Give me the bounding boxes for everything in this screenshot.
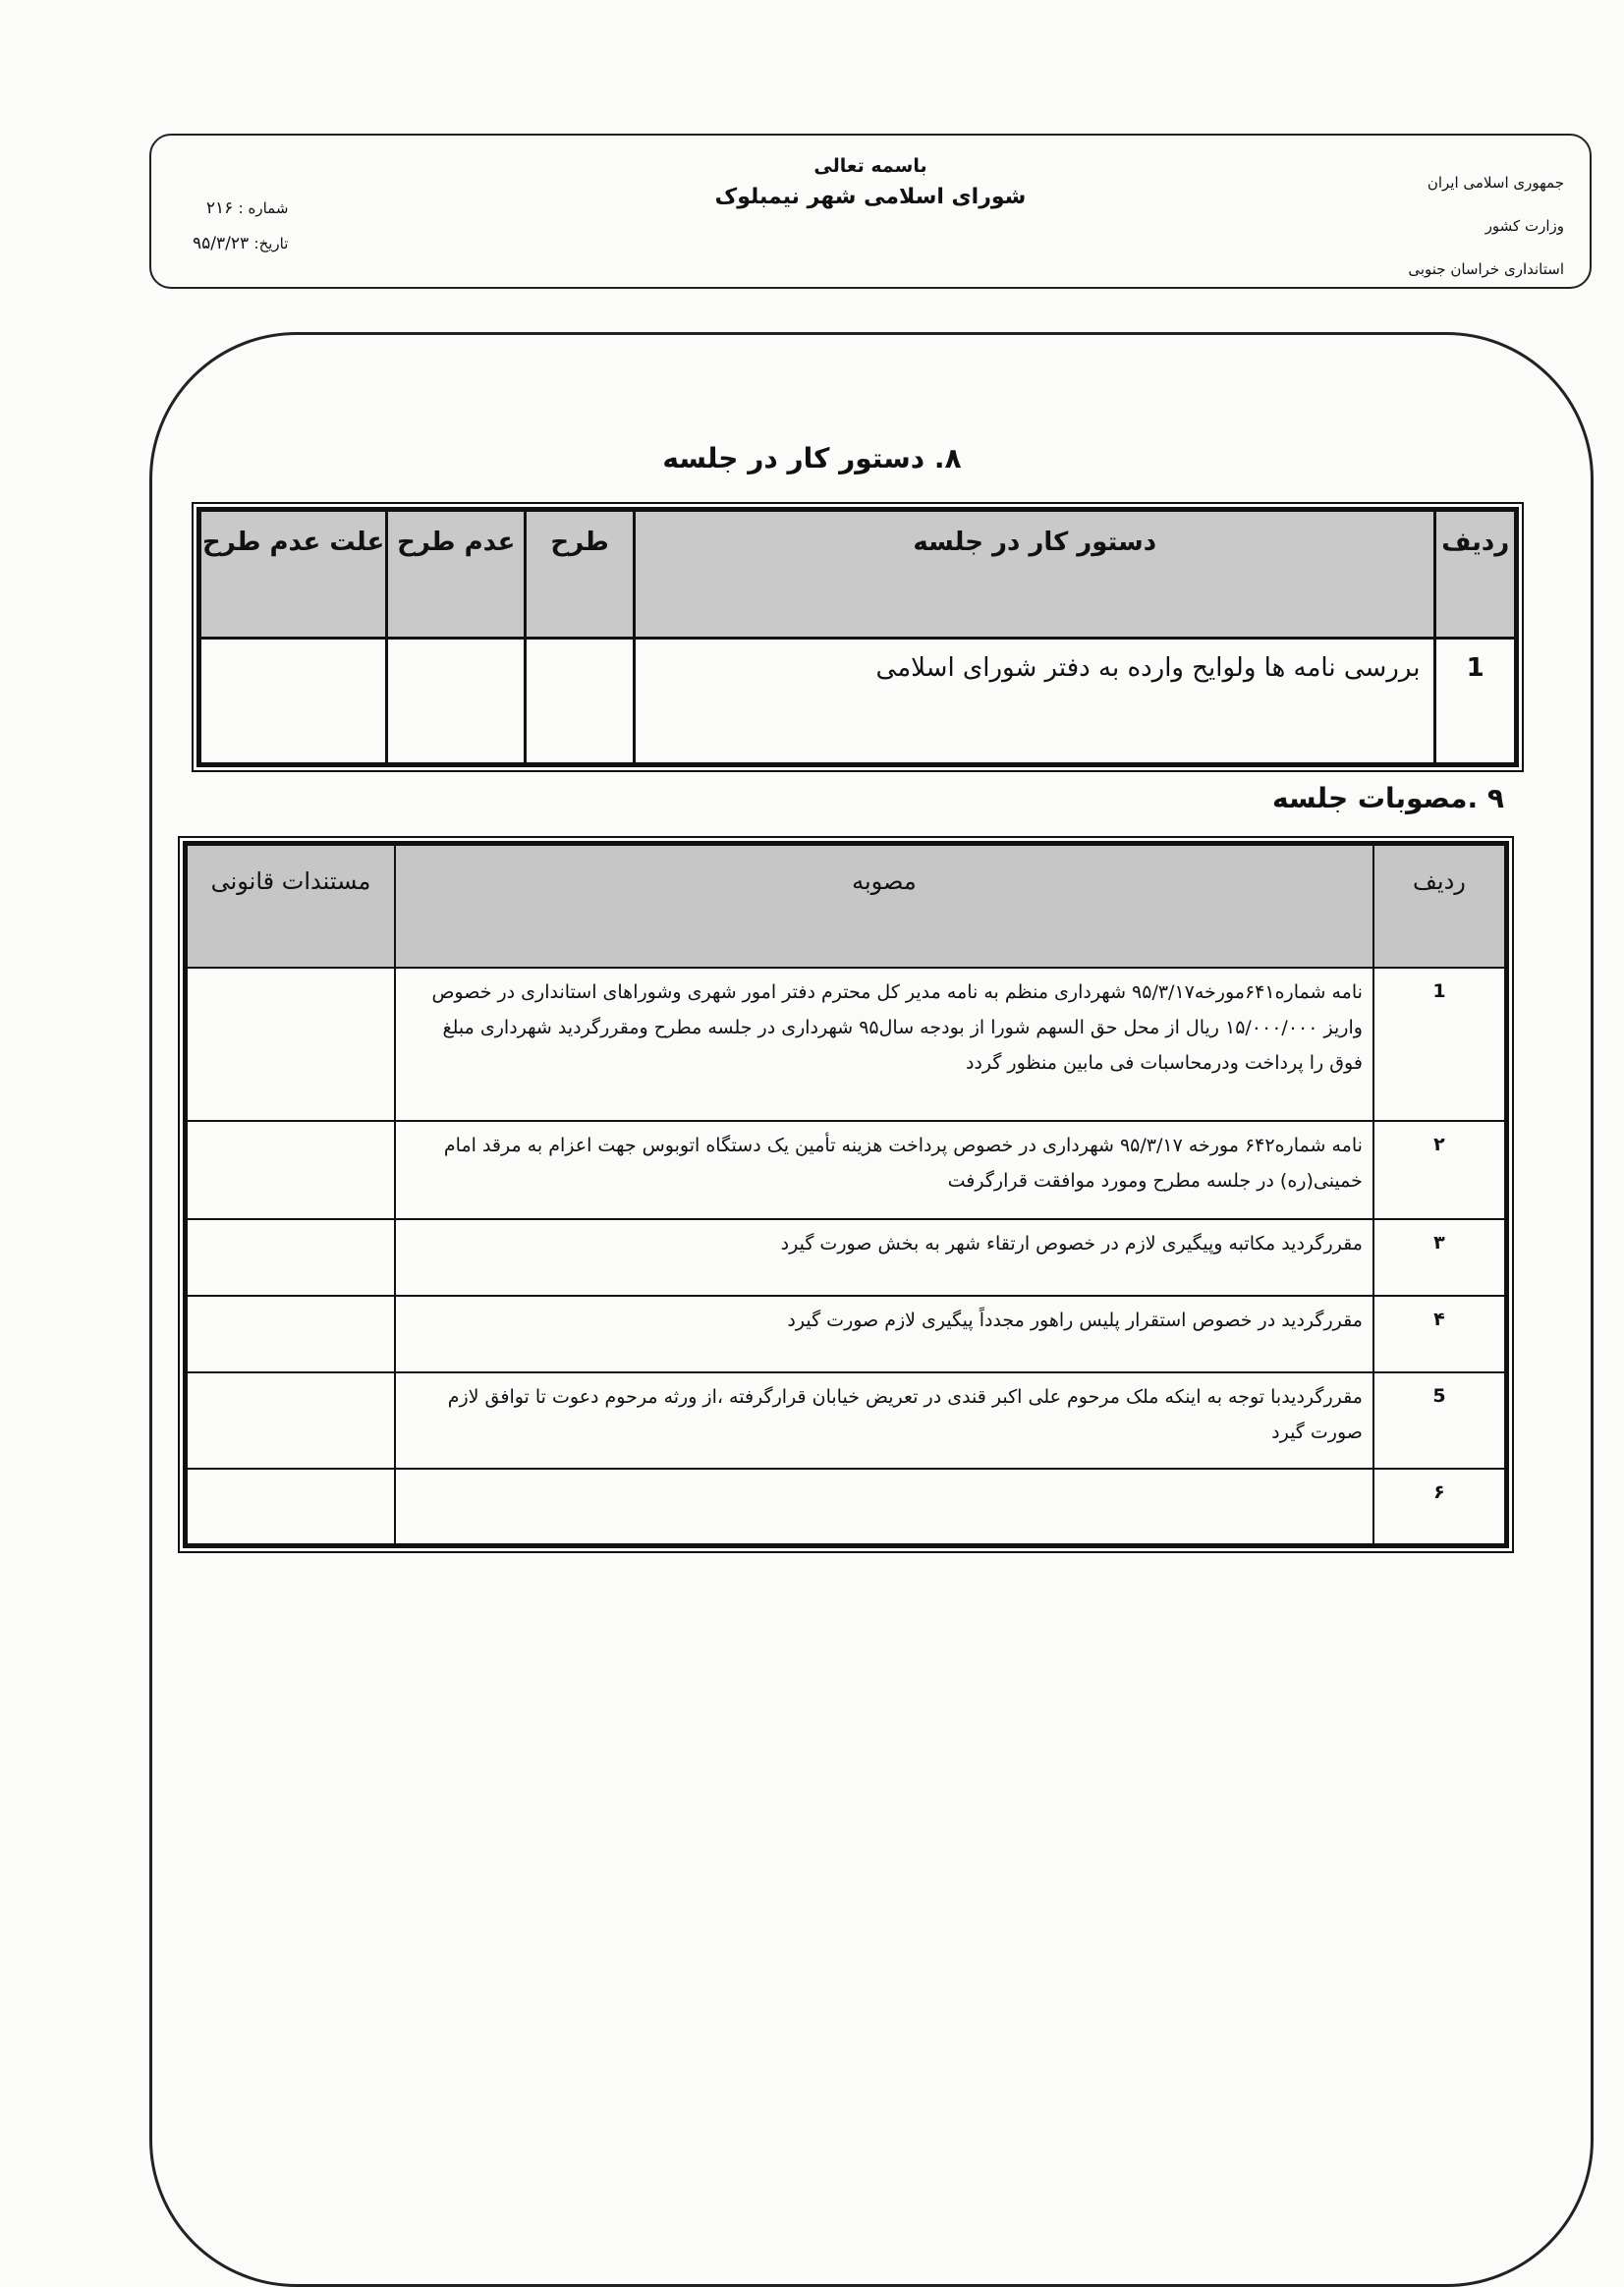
row-number: ۶ <box>1373 1469 1507 1545</box>
not-proposed-cell <box>387 639 526 765</box>
row-number: ۴ <box>1373 1296 1507 1372</box>
letterhead-title <box>151 155 1590 209</box>
legal-docs-cell <box>186 1296 395 1372</box>
table-row <box>186 968 1507 1121</box>
resolution-text: مقررگردید در خصوص استقرار پلیس راهور مجدداً پیگیری لازم صورت گیرد <box>395 1296 1373 1372</box>
row-number: 1 <box>1435 639 1517 765</box>
col-row-number: ردیف <box>1435 510 1517 639</box>
resolution-text: مقررگردید مکاتبه وپیگیری لازم در خصوص ارتقاء شهر به بخش صورت گیرد <box>395 1219 1373 1296</box>
issuer-line: جمهوری اسلامی ایران <box>1427 174 1564 192</box>
legal-docs-cell <box>186 1121 395 1219</box>
invocation: باسمه تعالی <box>813 155 927 177</box>
resolution-text: نامه شماره۶۴۱مورخه۹۵/۳/۱۷ شهرداری منظم به نامه مدیر کل محترم دفتر امور شهری وشوراهای استانداری در خصوص واریز ۱۵/۰۰۰/۰۰۰ ریال از محل حق السهم شورا از بودجه سال۹۵ شهرداری در جلسه مطرح ومقررگردید شهرداری مبلغ فوق را پرداخت ودرمحاسبات فی مابین منظور گردد <box>395 968 1373 1121</box>
col-reason: علت عدم طرح <box>199 510 387 639</box>
resolution-text: نامه شماره۶۴۲ مورخه ۹۵/۳/۱۷ شهرداری در خصوص پرداخت هزینه تأمین یک دستگاه اتوبوس جهت اعزام به مرقد امام خمینی(ره) در جلسه مطرح ومورد موافقت قرارگرفت <box>395 1121 1373 1219</box>
row-number: ۲ <box>1373 1121 1507 1219</box>
reference-date <box>193 226 288 261</box>
date-label: تاریخ: <box>253 235 289 252</box>
table-row <box>186 1296 1507 1372</box>
table-row <box>199 639 1517 765</box>
col-agenda: دستور کار در جلسه <box>634 510 1434 639</box>
legal-docs-cell <box>186 968 395 1121</box>
reference-block <box>193 191 288 261</box>
row-number: ۳ <box>1373 1219 1507 1296</box>
letterhead <box>149 134 1592 289</box>
resolutions-table <box>183 841 1509 1548</box>
council-name: شورای اسلامی شهر نیمبلوک <box>714 185 1027 209</box>
row-number: 5 <box>1373 1372 1507 1469</box>
proposed-cell <box>526 639 635 765</box>
table-header-row <box>186 844 1507 969</box>
date-value: ۹۵/۳/۲۳ <box>193 234 250 253</box>
legal-docs-cell <box>186 1469 395 1545</box>
col-proposed: طرح <box>526 510 635 639</box>
resolutions-title: ۹ .مصوبات جلسه <box>1272 782 1504 814</box>
agenda-title: ۸. دستور کار در جلسه <box>662 442 962 474</box>
resolution-text: مقررگردیدبا توجه به اینکه ملک مرحوم علی اکبر قندی در تعریض خیابان قرارگرفته ،از ورثه مرحوم دعوت تا توافق لازم صورت گیرد <box>395 1372 1373 1469</box>
number-value: ۲۱۶ <box>205 198 234 218</box>
table-row <box>186 1469 1507 1545</box>
col-row-number: ردیف <box>1373 844 1507 969</box>
col-legal-docs: مستندات قانونی <box>186 844 395 969</box>
table-header-row <box>199 510 1517 639</box>
agenda-table <box>196 507 1519 767</box>
table-row <box>186 1372 1507 1469</box>
col-resolution: مصوبه <box>395 844 1373 969</box>
reason-cell <box>199 639 387 765</box>
legal-docs-cell <box>186 1219 395 1296</box>
legal-docs-cell <box>186 1372 395 1469</box>
reference-number <box>193 191 288 226</box>
resolution-text <box>395 1469 1373 1545</box>
table-row <box>186 1121 1507 1219</box>
number-label: شماره : <box>238 199 289 217</box>
col-not-proposed: عدم طرح <box>387 510 526 639</box>
table-row <box>186 1219 1507 1296</box>
agenda-item: بررسی نامه ها ولوایح وارده به دفتر شورای اسلامی <box>634 639 1434 765</box>
issuer-line: وزارت کشور <box>1484 217 1564 235</box>
row-number: 1 <box>1373 968 1507 1121</box>
issuer-line: استانداری خراسان جنوبی <box>1408 260 1564 278</box>
